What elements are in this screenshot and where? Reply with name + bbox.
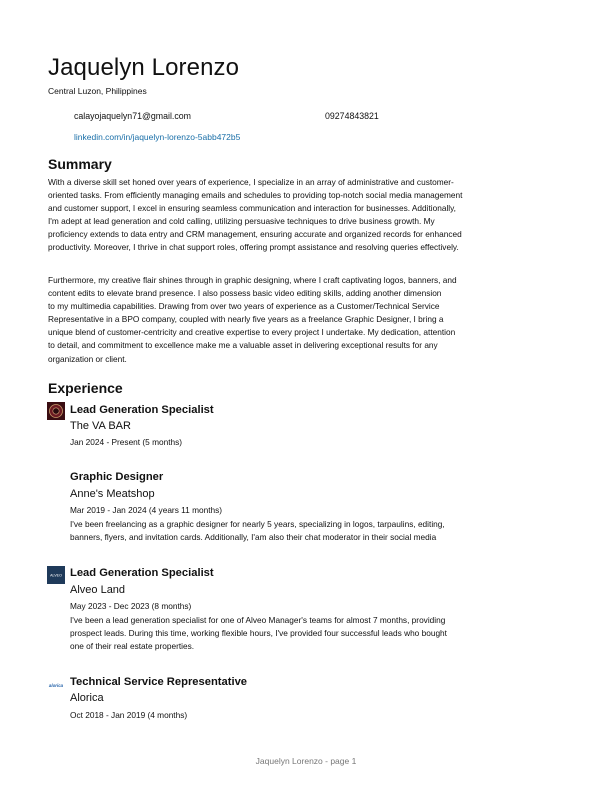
job-title: Lead Generation Specialist <box>70 567 214 579</box>
summary-paragraph-1 <box>48 176 554 255</box>
job-description-line: I've been a lead generation specialist for one of Alveo Manager's teams for almost 7 months, providing <box>70 615 446 625</box>
alveo-logo-text: ALVEO <box>50 573 62 578</box>
job-description-line: prospect leads. During this time, working flexible hours, I've provided four successful leads who bought <box>70 628 447 639</box>
job-description <box>70 518 554 544</box>
alorica-logo-text: alorica <box>48 683 64 688</box>
job-dates: May 2023 - Dec 2023 (8 months) <box>70 601 192 611</box>
job-company: Alorica <box>70 692 104 704</box>
summary-line: productivity. Moreover, I thrive in chat support roles, offering prompt assistance and resolving queries effectively. <box>48 242 459 253</box>
job-company: Anne's Meatshop <box>70 488 155 500</box>
summary-paragraph-2 <box>48 274 554 366</box>
candidate-name: Jaquelyn Lorenzo <box>48 54 240 81</box>
job-dates: Oct 2018 - Jan 2019 (4 months) <box>70 710 188 720</box>
job-dates: Jan 2024 - Present (5 months) <box>70 437 183 447</box>
summary-line: and customer support, I excel in ensuring seamless communication and interaction for businesses. Additionally, <box>48 203 456 214</box>
job-description-line: I've been freelancing as a graphic designer for nearly 5 years, specializing in logos, tarpaulins, editing, <box>70 519 445 529</box>
job-dates: Mar 2019 - Jan 2024 (4 years 11 months) <box>70 505 223 515</box>
summary-line: content edits to elevate brand presence. I also possess basic video editing skills, adding another dimension <box>48 288 442 299</box>
candidate-location: Central Luzon, Philippines <box>48 86 147 96</box>
summary-line: proficiency extends to data entry and CRM management, ensuring accurate and organized records for enhanced <box>48 229 462 240</box>
job-description <box>70 614 554 653</box>
va-bar-logo-icon <box>47 402 65 420</box>
job-description-line: one of their real estate properties. <box>70 641 195 652</box>
summary-line: Furthermore, my creative flair shines through in graphic designing, where I craft captivating logos, banners, and <box>48 275 457 285</box>
summary-line: organization or client. <box>48 353 127 364</box>
job-title: Technical Service Representative <box>70 676 248 688</box>
alorica-logo-icon <box>47 676 65 694</box>
job-description-line: banners, flyers, and invitation cards. Additionally, I'am also their chat moderator in their social media <box>70 532 437 543</box>
page-footer: Jaquelyn Lorenzo - page 1 <box>255 756 357 766</box>
job-title: Graphic Designer <box>70 471 164 483</box>
alveo-logo-icon <box>47 566 65 584</box>
summary-line: unique blend of customer-centricity and creative expertise to every project I undertake. My dedication, attention <box>48 327 456 338</box>
job-company: Alveo Land <box>70 584 126 596</box>
summary-line: With a diverse skill set honed over years of experience, I specialize in an array of administrative and customer- <box>48 177 454 187</box>
job-company: The VA BAR <box>70 420 131 432</box>
summary-line: I'm adept at lead generation and cold calling, utilizing persuasive techniques to drive business growth. My <box>48 216 435 227</box>
summary-line: to detail, and commitment to excellence make me a valuable asset in delivering exceptional results for any <box>48 340 438 351</box>
summary-line: oriented tasks. From efficiently managing emails and schedules to providing top-notch social media management <box>48 190 463 201</box>
linkedin-link[interactable]: linkedin.com/in/jaquelyn-lorenzo-5abb472b5 <box>74 132 241 142</box>
summary-line: Representative in a BPO company, coupled with nearly five years as a freelance Graphic Designer, I bring a <box>48 314 444 325</box>
email-address[interactable]: calayojaquelyn71@gmail.com <box>74 111 191 121</box>
summary-heading: Summary <box>48 156 112 172</box>
phone-number: 09274843821 <box>325 111 379 121</box>
job-title: Lead Generation Specialist <box>70 404 214 416</box>
summary-line: to my multimedia capabilities. Drawing from over two years of experience as a Customer/Technical Service <box>48 301 440 312</box>
experience-heading: Experience <box>48 380 123 396</box>
